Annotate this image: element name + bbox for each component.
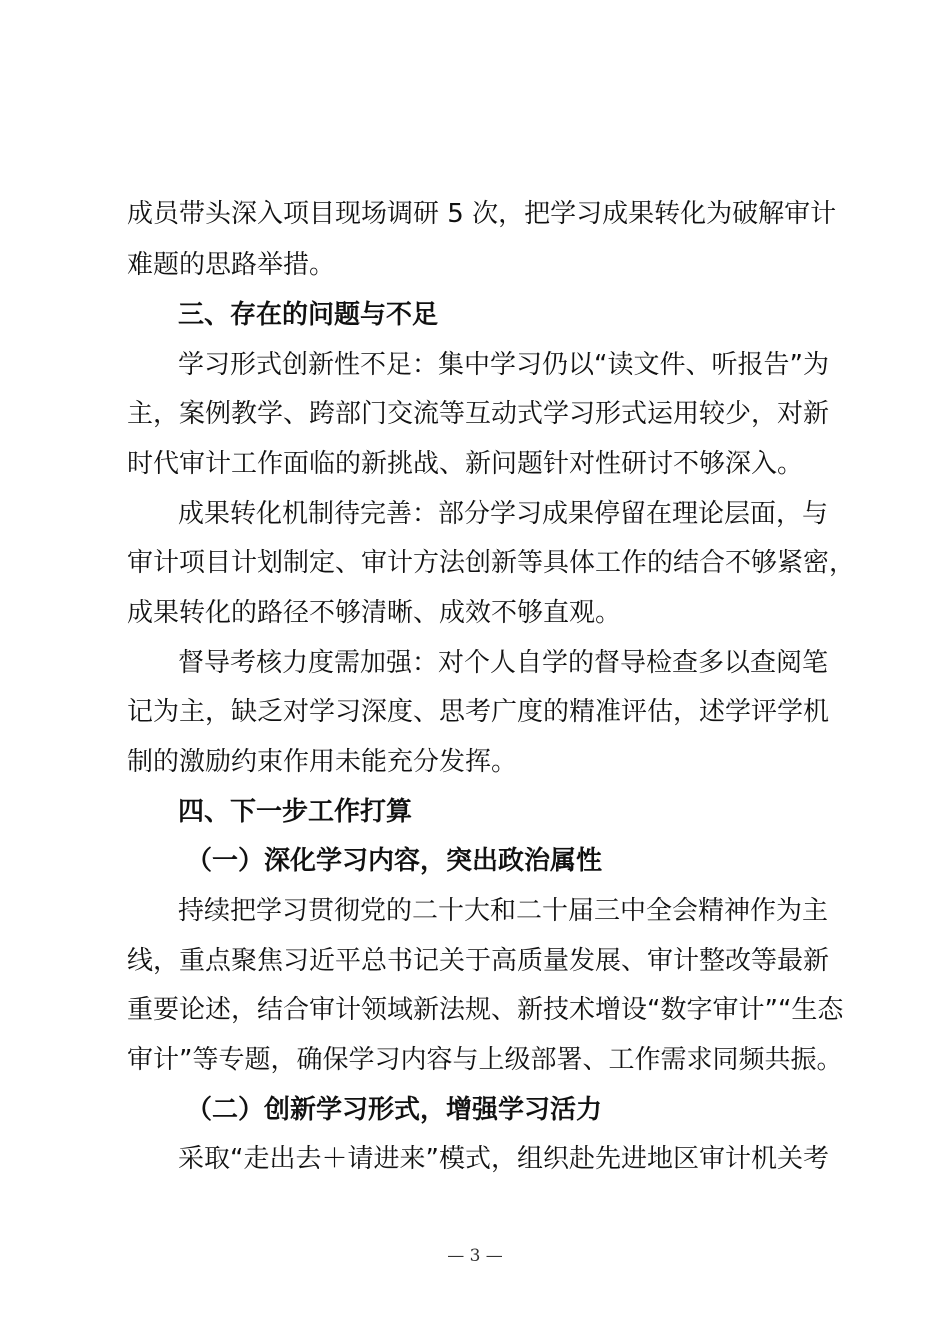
body-text-line: 线，重点聚焦习近平总书记关于高质量发展、审计整改等最新 [127, 946, 830, 976]
body-text-line: 主，案例教学、跨部门交流等互动式学习形式运用较少，对新 [127, 399, 830, 429]
body-text-line: 学习形式创新性不足：集中学习仍以“读文件、听报告”为 [178, 350, 829, 380]
body-text-line: 成果转化的路径不够清晰、成效不够直观。 [127, 598, 622, 628]
body-text-line: 制的激励约束作用未能充分发挥。 [127, 747, 518, 777]
body-text-line: 采取“走出去＋请进来”模式，组织赴先进地区审计机关考 [178, 1144, 829, 1174]
body-text-line: 审计项目计划制定、审计方法创新等具体工作的结合不够紧密， [127, 548, 856, 578]
sub-heading-1: （一）深化学习内容，突出政治属性 [186, 846, 603, 876]
body-text-line: 难题的思路举措。 [127, 250, 336, 280]
body-text-line: 成果转化机制待完善：部分学习成果停留在理论层面，与 [178, 499, 829, 529]
body-text-line: 时代审计工作面临的新挑战、新问题针对性研讨不够深入。 [127, 449, 804, 479]
body-text-line: 重要论述，结合审计领域新法规、新技术增设“数字审计”“生态 [127, 995, 844, 1025]
section-heading-3: 三、存在的问题与不足 [178, 300, 439, 330]
sub-heading-2: （二）创新学习形式，增强学习活力 [186, 1095, 603, 1125]
body-text-line: 成员带头深入项目现场调研 5 次，把学习成果转化为破解审计 [127, 199, 837, 229]
page-number: — 3 — [447, 1246, 503, 1266]
body-text-line: 审计”等专题，确保学习内容与上级部署、工作需求同频共振。 [127, 1045, 843, 1075]
body-text-line: 督导考核力度需加强：对个人自学的督导检查多以查阅笔 [178, 648, 829, 678]
section-heading-4: 四、下一步工作打算 [178, 797, 413, 827]
body-text-line: 记为主，缺乏对学习深度、思考广度的精准评估，述学评学机 [127, 697, 830, 727]
body-text-line: 持续把学习贯彻党的二十大和二十届三中全会精神作为主 [178, 896, 829, 926]
